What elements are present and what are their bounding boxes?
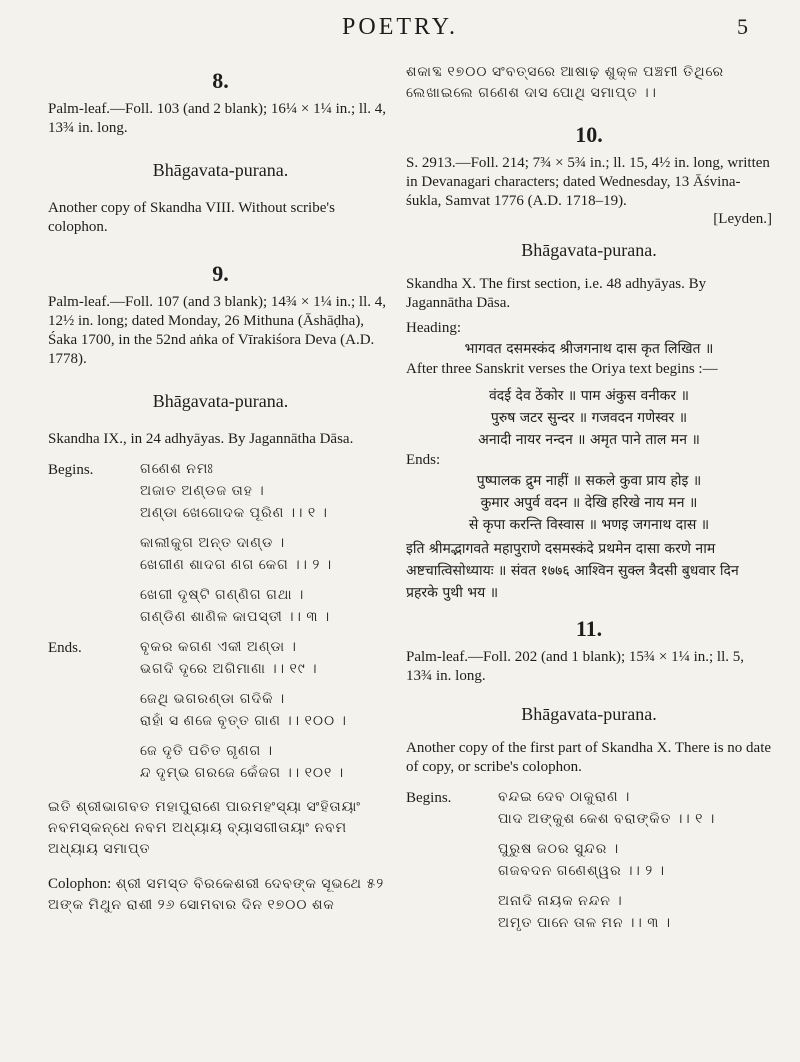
verse-line: ଗଣେଶ ନମଃ <box>140 462 214 477</box>
manuscript-description: Palm-leaf.—Foll. 103 (and 2 blank); 16¼ × 1¼ in.; ll. 4, 13¾ in. long. <box>48 101 387 136</box>
begins-label: Begins. <box>48 462 94 478</box>
verse-line: वंदई देव ठेंकोर ॥ पाम अंकुस वनीकर ॥ <box>489 388 689 404</box>
heading-text: भागवत दसमस्कंद श्रीजगनाथ दास कृत लिखित ॥ <box>464 341 714 357</box>
left-column <box>48 62 393 916</box>
manuscript-description: Palm-leaf.—Foll. 202 (and 1 blank); 15¾ × 1¼ in.; ll. 5, 13¾ in. long. <box>406 649 745 684</box>
ends-label: Ends: <box>406 452 441 468</box>
verse-line: ନ୍ଦ ଦୃମ୍ଭ ଗରଜେ କେଁଜଗ ।। ୧୦୧ । <box>140 766 345 781</box>
begins-verses <box>406 385 772 451</box>
entry-body: Another copy of Skandha VIII. Without scribe's colophon. <box>48 200 335 235</box>
colophon <box>48 874 393 916</box>
entry-10 <box>406 122 772 604</box>
colophon-text: ଶ୍ରୀ ସମସ୍ତ ବିରକେଶରୀ ଦେବଙ୍କ ସୂଭଥେ ୫୨ ଅଙ୍କ ମିଥୁନ ରାଶୀ ୨୬ ସୋମବାର ଦିନ ୧୭୦୦ ଶକ <box>48 877 385 913</box>
entry-9 <box>48 261 393 916</box>
entry-number: 10. <box>575 122 603 147</box>
verse-line: पुष्पालक द्रुम नाहीं ॥ सकले कुवा प्राय होइ ॥ <box>476 473 702 489</box>
entry-number: 9. <box>212 261 229 286</box>
begins-label: Begins. <box>406 790 452 806</box>
verse-line: ଭଗଦି ଦୃରେ ଅଗିମାଣା ।। ୧୯ । <box>140 662 318 677</box>
closing-formula: ଇତି ଶ୍ରୀଭାଗବତ ମହାପୁରାଣେ ପାରମହଂସ୍ୟା ସଂହିତାୟାଂ ନବମସ୍କନ୍ଧେ ନବମ ଅଧ୍ୟାୟ ବ୍ୟାସଗୀତାୟାଂ ନବମ ଅଧ୍ୟାୟ ସମାପ୍ତ <box>48 800 361 857</box>
verse-line: ପୁରୁଷ ଜଠର ସୁନ୍ଦର । <box>498 842 620 857</box>
verse-line: ବନ୍ଦଇ ଦେବ ଠାକୁରାଣ । <box>498 790 631 805</box>
manuscript-description: S. 2913.—Foll. 214; 7¾ × 5¾ in.; ll. 15, 4½ in. long, written in Devanagari characters; dated Wednesday, 13 Āśvina-śukla, Samvat 1776 (A.D. 1718–19). <box>406 155 770 209</box>
verse-line: पुरुष जटर सुन्दर ॥ गजवदन गणेस्वर ॥ <box>490 410 688 426</box>
ends-verses <box>406 470 772 536</box>
entry-body: Another copy of the first part of Skandha X. There is no date of copy, or scribe's colophon. <box>406 740 772 775</box>
verse-line: ପାଦ ଅଙ୍କୁଶ କେଶ ବରାଙ୍କିତ ।। ୧ । <box>498 812 716 827</box>
work-title: Bhāgavata-purana. <box>521 704 657 724</box>
verse-line: से कृपा करन्ति विस्वास ॥ भणइ जगनाथ दास ॥ <box>468 517 710 533</box>
page-title: POETRY. <box>342 14 458 40</box>
entry-8 <box>48 68 393 237</box>
verse-line: ଖେଗୀ ଦୃଷ୍ଟି ଗଣ୍ଣିଗ ଗଥା । <box>140 588 305 603</box>
work-title: Bhāgavata-purana. <box>521 240 657 260</box>
work-title: Bhāgavata-purana. <box>152 160 289 180</box>
verse-line: ଗଜବଦନ ଗଣେଶ୍ୱର ।। ୨ । <box>498 864 666 879</box>
entry-number: 8. <box>212 68 229 93</box>
running-header <box>0 10 800 50</box>
verse-line: ଜେଥି ଭଗରଣ୍ଡା ଗଦିକି । <box>140 692 286 707</box>
begins-verses <box>48 459 393 629</box>
verse-line: ଖେଗୀଣ ଶାଦଗ ଣଗ କେଗ ।। ୨ । <box>140 558 333 573</box>
verse-line: ଅନାଦି ନାୟକ ନନ୍ଦନ । <box>498 894 623 909</box>
right-column <box>406 62 772 935</box>
ends-verses <box>48 637 393 785</box>
verse-line: ବୃକର କଗଣ ଏକୀ ଅଣ୍ଡା । <box>140 640 297 655</box>
verse-line: ଅମୃତ ପାନେ ତାଳ ମନ ।। ୩ । <box>498 916 672 931</box>
page-number: 5 <box>737 14 748 39</box>
verse-line: ରାହାଁ ସ ଣଜେ ବୃତ୍ତ ଗାଣ ।। ୧୦୦ । <box>140 714 347 729</box>
colophon-label: Colophon: <box>48 876 112 892</box>
heading-label: Heading: <box>406 320 461 336</box>
continued-colophon <box>406 62 772 104</box>
source-note: [Leyden.] <box>713 211 772 227</box>
work-title: Bhāgavata-purana. <box>152 391 289 411</box>
verse-line: कुमार अपुर्व वदन ॥ देखि हरिखे नाय मन ॥ <box>480 495 698 511</box>
verse-line: ଜେ ଦୃତି ପଚିତ ଗୃଣଗ । <box>140 744 274 759</box>
verse-line: ଗଣ୍ଡିଣ ଶାଣିଳ କାପସ୍ତୀ ।। ୩ । <box>140 610 331 625</box>
after-note: After three Sanskrit verses the Oriya text begins :— <box>406 361 718 377</box>
entry-body: Skandha X. The first section, i.e. 48 adhyāyas. By Jagannātha Dāsa. <box>406 276 707 311</box>
colophon-line: ଲେଖାଇଲେ ଗଣେଶ ଦାସ ପୋଥି ସମାପ୍ତ ।। <box>406 86 657 101</box>
closing-formula: इति श्रीमद्भागवते महापुराणे दसमस्कंदे प्रथमेन दासा करणे नाम अष्टचात्विसोध्यायः ॥ संवत १७७६ आश्विन सुक्ल त्रैदसी बुधवार दिन प्रहरके पुथी भय ॥ <box>406 541 739 601</box>
entry-number: 11. <box>575 616 603 641</box>
manuscript-description: Palm-leaf.—Foll. 107 (and 3 blank); 14¾ × 1¼ in.; ll. 4, 12½ in. long; dated Monday, 26 Mithuna (Āshāḍha), Śaka 1700, in the 52nd aṅka of Vīrakiśora Deva (A.D. 1778). <box>48 294 387 367</box>
verse-line: ଅଣ୍ଡା ଖେଗୋଦକ ପୂରିଣ ।। ୧ । <box>140 506 328 521</box>
verse-line: କାଲୀକୁଗ ଅନ୍ତ ଦାଣ୍ଡ । <box>140 536 286 551</box>
entry-body: Skandha IX., in 24 adhyāyas. By Jagannātha Dāsa. <box>48 431 354 447</box>
verse-line: अनादी नायर नन्दन ॥ अमृत पाने ताल मन ॥ <box>478 432 700 448</box>
ends-label: Ends. <box>48 640 82 656</box>
entry-11 <box>406 616 772 935</box>
colophon-line: ଶକାବ୍ଦ ୧୭୦୦ ସଂବତ୍ସରେ ଆଷାଢ଼ ଶୁକ୍ଳ ପଞ୍ଚମୀ ତିଥିରେ <box>406 65 725 80</box>
verse-line: ଅଜାତ ଅଣ୍ଡଜ ତାହ । <box>140 484 265 499</box>
begins-verses <box>406 787 772 935</box>
